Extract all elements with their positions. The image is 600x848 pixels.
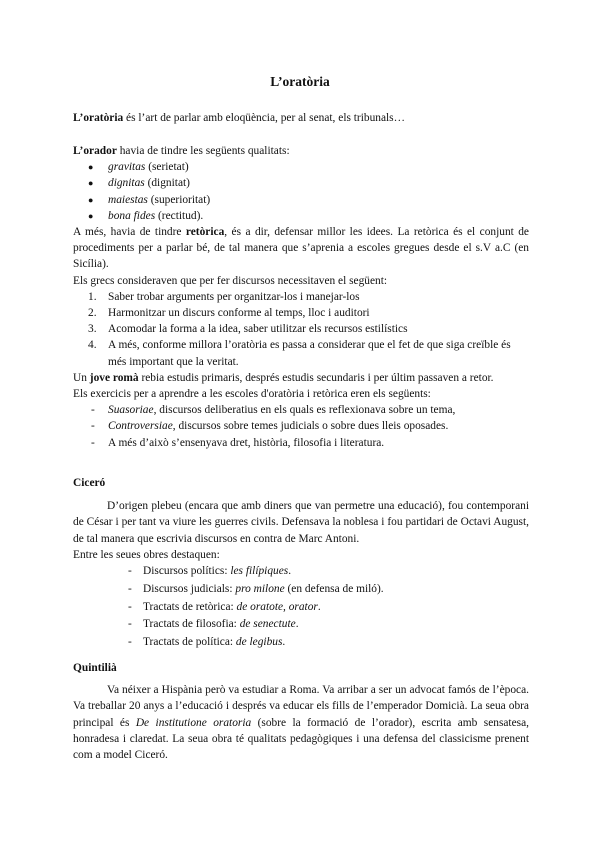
- quality-latin: maiestas: [108, 193, 148, 206]
- dash-marker: -: [128, 600, 132, 613]
- exercise-term: Controversiae: [108, 420, 173, 433]
- dash-marker: -: [128, 618, 132, 631]
- list-item: [73, 337, 529, 369]
- work-tail: (en defensa de miló).: [284, 582, 384, 595]
- exercise-text: A més d’això s’ensenyava dret, història, filosofia i literatura.: [108, 436, 385, 449]
- jove-post: rebia estudis primaris, després estudis secundaris i per últim passaven a retor.: [138, 371, 494, 384]
- list-item: [73, 435, 529, 451]
- quintilia-work: De institutione oratoria: [135, 716, 252, 729]
- jove-term: jove romà: [89, 371, 139, 384]
- dash-marker: -: [128, 565, 132, 578]
- exercise-text: , discursos deliberatius en els quals es reflexionava sobre un tema,: [153, 404, 456, 417]
- list-number: 3.: [88, 323, 97, 336]
- retorica-post: , és a dir, defensar millor les idees. La retòrica és el conjunt de procediments per a parlar bé, de tal manera que s’aprenia a escoles gregues desde el s.V a.C (en Sicília).: [73, 226, 529, 271]
- work-title: les filípiques: [230, 565, 289, 578]
- exercicis-list: [73, 402, 529, 451]
- quality-gloss: (serietat): [145, 161, 189, 174]
- quality-latin: bona fides: [108, 209, 156, 222]
- quintilia-pre: Va néixer a Hispània però va estudiar a Roma. Va arribar a ser un advocat famós de l’època. Va treballar 20 anys a l’educació i després va educar els fills de l’emperador Domicià. La seua obra principal és: [73, 684, 529, 729]
- list-item: [73, 581, 529, 599]
- list-text: Harmonitzar un discurs conforme al temps, lloc i auditori: [108, 307, 370, 320]
- retorica-term: retòrica: [185, 226, 225, 239]
- dash-marker: -: [91, 404, 95, 417]
- work-label: Discursos judicials:: [143, 582, 236, 595]
- list-item: [73, 289, 529, 305]
- dash-marker: -: [128, 636, 132, 649]
- orador-text: havia de tindre les següents qualitats:: [116, 145, 290, 157]
- jove-paragraph: [73, 370, 529, 386]
- cicero-paragraph: D’origen plebeu (encara que amb diners que van permetre una educació), fou contemporani de César i per tant va viure les guerres civils. Defensava la noblesa i fou partidari de Octavi August, de tal manera que escrivia discursos en contra de Marc Antoni.: [73, 500, 529, 545]
- work-tail: .: [295, 618, 299, 631]
- dash-marker: -: [128, 582, 132, 595]
- work-tail: .: [282, 636, 286, 649]
- list-item: [73, 616, 529, 634]
- orador-term: L’orador: [73, 145, 117, 157]
- list-text: Acomodar la forma a la idea, saber utilitzar els recursos estilístics: [108, 323, 408, 336]
- work-label: Tractats de retòrica:: [143, 600, 237, 613]
- quintilia-post: (sobre la formació de l’orador), escrita amb sensatesa, honradesa i claredat. La seua obra té qualitats pedagògiques i una defensa del classicisme prenent com a model Ciceró.: [73, 716, 529, 762]
- quintilia-section: [73, 660, 529, 763]
- list-item: [73, 634, 529, 652]
- work-title: de legibus: [235, 636, 283, 649]
- quality-latin: dignitas: [108, 177, 145, 190]
- work-title: pro milone: [235, 582, 285, 595]
- intro-paragraph: [73, 110, 529, 126]
- orador-paragraph: [73, 143, 529, 159]
- cicero-works-list: [73, 563, 529, 652]
- list-item: [73, 563, 529, 581]
- exercise-text: , discursos sobre temes judicials o sobre dues lleis oposades.: [172, 420, 449, 433]
- grecs-paragraph: Els grecs consideraven que per fer discursos necessitaven el següent:: [73, 274, 388, 287]
- dash-marker: -: [91, 436, 95, 449]
- retorica-pre: A més, havia de tindre: [73, 226, 186, 239]
- list-item: [73, 175, 529, 191]
- list-item: [73, 305, 529, 321]
- bullet-icon: ●: [88, 210, 94, 221]
- jove-pre: Un: [73, 371, 90, 384]
- list-text: Saber trobar arguments per organitzar-los i manejar-los: [108, 290, 360, 303]
- list-item: [73, 159, 529, 175]
- bullet-icon: ●: [88, 194, 94, 205]
- list-number: 2.: [88, 307, 97, 320]
- retorica-paragraph: [73, 224, 529, 273]
- list-item: [73, 418, 529, 434]
- list-item: [73, 208, 529, 224]
- work-title: de senectute: [239, 618, 296, 631]
- bullet-icon: ●: [88, 162, 94, 173]
- work-title: de oratote, orator: [236, 600, 318, 613]
- page-title: L’oratòria: [270, 74, 330, 89]
- intro-text: és l’art de parlar amb eloqüència, per al senat, els tribunals…: [123, 112, 406, 124]
- cicero-section: [73, 475, 529, 652]
- list-item: [73, 192, 529, 208]
- exercise-term: Suasoriae: [108, 404, 154, 417]
- quality-gloss: (rectitud).: [155, 209, 204, 222]
- qualities-list: [73, 159, 529, 224]
- list-number: 1.: [88, 290, 97, 303]
- work-tail: .: [317, 600, 321, 613]
- bullet-icon: ●: [88, 178, 94, 189]
- grecs-list: [73, 289, 529, 370]
- cicero-lead: Entre les seues obres destaquen:: [73, 548, 220, 561]
- list-item: [73, 321, 529, 337]
- quintilia-heading: Quintilià: [73, 662, 117, 674]
- cicero-heading: Ciceró: [73, 477, 106, 489]
- list-item: [73, 402, 529, 418]
- list-number: 4.: [88, 339, 97, 352]
- work-label: Tractats de política:: [143, 636, 236, 649]
- intro-term: L’oratòria: [73, 112, 124, 124]
- quintilia-paragraph: [73, 682, 529, 763]
- quality-latin: gravitas: [108, 161, 146, 174]
- list-item: [73, 599, 529, 617]
- exercicis-paragraph: Els exercicis per a aprendre a les escoles d'oratòria i retòrica eren els següents:: [73, 388, 431, 401]
- work-tail: .: [288, 565, 292, 578]
- quality-gloss: (dignitat): [144, 177, 190, 190]
- work-label: Tractats de filosofia:: [143, 618, 240, 631]
- dash-marker: -: [91, 420, 95, 433]
- list-text: A més, conforme millora l’oratòria es passa a considerar que el fet de que siga creïble és més important que la veritat.: [108, 339, 511, 368]
- quality-gloss: (superioritat): [147, 193, 211, 206]
- work-label: Discursos polítics:: [143, 565, 231, 578]
- oratory-section: [73, 143, 529, 451]
